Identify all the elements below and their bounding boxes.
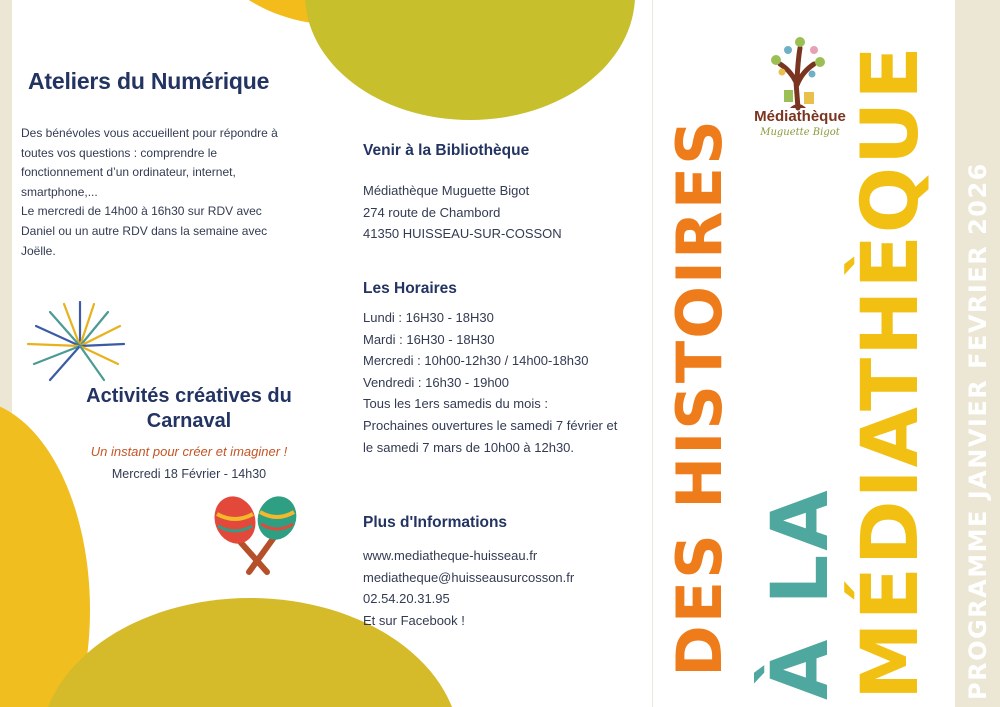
- fold-line: [652, 0, 653, 707]
- carnaval-subtitle: Un instant pour créer et imaginer !: [90, 444, 288, 459]
- address-line: Médiathèque Muguette Bigot: [363, 183, 530, 198]
- address-line: 41350 HUISSEAU-SUR-COSSON: [363, 226, 562, 242]
- fireworks-icon: [20, 296, 130, 388]
- facebook-mention: Et sur Facebook !: [363, 612, 465, 628]
- carnaval-date: Mercredi 18 Février - 14h30: [111, 467, 267, 481]
- hours-line: Tous les 1ers samedis du mois :: [363, 396, 548, 412]
- website-link[interactable]: www.mediatheque-huisseau.fr: [363, 548, 538, 563]
- maracas-icon: [205, 494, 305, 578]
- title-mediatheque: MÉDIATHÈQUE: [846, 44, 936, 700]
- carnaval-title: Activités créatives du Carnaval: [86, 385, 292, 432]
- ateliers-line: Des bénévoles vous accueillent pour répondre à: [21, 126, 278, 140]
- hours-line: Mercredi : 10h00-12h30 / 14h00-18h30: [363, 353, 589, 369]
- ateliers-description: [21, 124, 321, 261]
- ateliers-line: smartphone,...: [21, 184, 98, 199]
- hours-line: Vendredi : 16h30 - 19h00: [363, 374, 510, 390]
- contact-info: [363, 545, 643, 631]
- logo-name: Médiathèque: [754, 108, 846, 125]
- phone-number: 02.54.20.31.95: [363, 591, 450, 607]
- ateliers-line: fonctionnement d’un ordinateur, internet,: [21, 165, 236, 180]
- email-link[interactable]: mediatheque@huisseausurcosson.fr: [363, 569, 575, 585]
- infos-heading: Plus d'Informations: [363, 514, 508, 531]
- decor-circle-top-olive: [305, 0, 635, 120]
- address-line: 274 route de Chambord: [363, 204, 501, 220]
- hours-line: Mardi : 16H30 - 18H30: [363, 331, 495, 347]
- ateliers-title: Ateliers du Numérique: [28, 68, 270, 94]
- title-a-la: À LA: [756, 486, 846, 700]
- opening-hours: [363, 307, 643, 458]
- logo-subtitle: Muguette Bigot: [760, 127, 840, 138]
- venir-heading: Venir à la Bibliothèque: [363, 142, 530, 159]
- hours-line: Prochaines ouvertures le samedi 7 février et le samedi 7 mars de 10h00 à 12h30.: [363, 417, 618, 455]
- title-des-histoires: DES HISTOIRES: [663, 118, 736, 677]
- ateliers-line: Le mercredi de 14h00 à 16h30 sur RDV avec: [21, 204, 262, 219]
- horaires-heading: Les Horaires: [363, 280, 457, 297]
- library-address: [363, 180, 643, 245]
- ateliers-line: toutes vos questions : comprendre le: [21, 145, 218, 160]
- programme-label: PROGRAMME JANVIER FEVRIER 2026: [964, 162, 992, 700]
- ateliers-line: Joëlle.: [21, 243, 56, 258]
- hours-line: Lundi : 16H30 - 18H30: [363, 310, 494, 325]
- ateliers-line: Daniel ou un autre RDV dans la semaine avec: [21, 223, 268, 238]
